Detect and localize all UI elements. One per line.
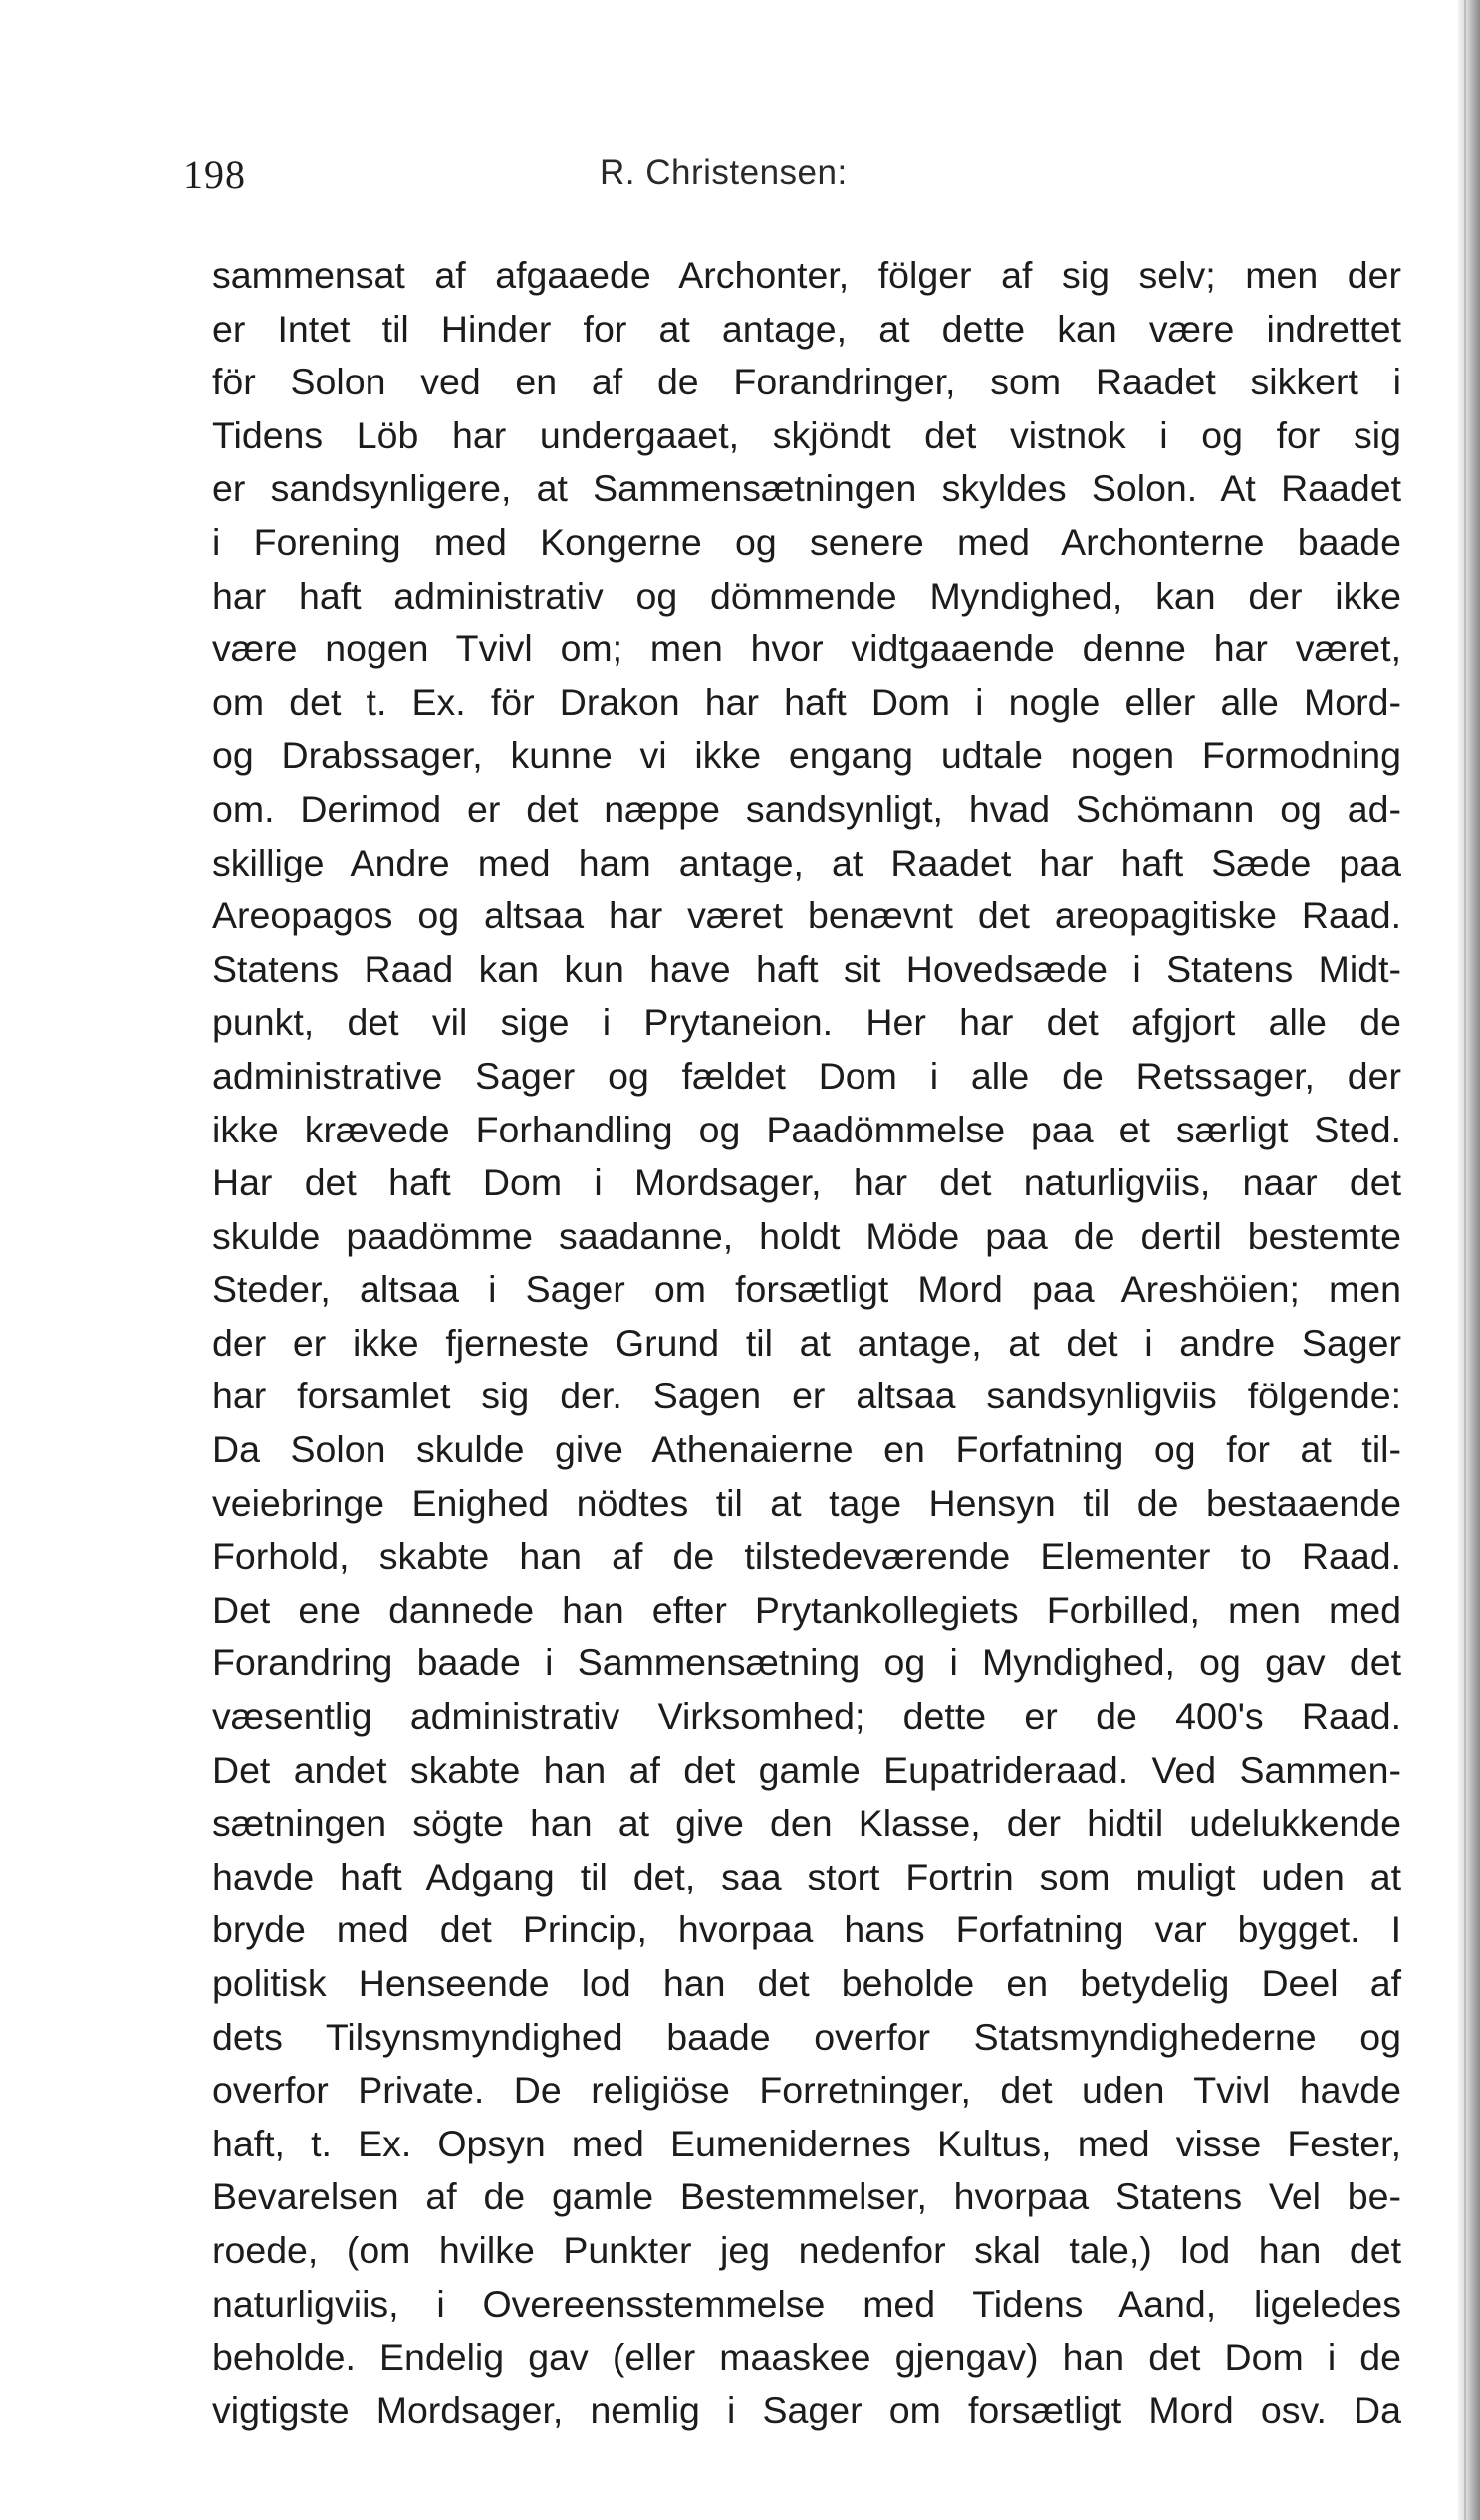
text-line: för Solon ved en af de Forandringer, som Raadet sikkert i bbox=[212, 361, 1401, 403]
text-line: Areopagos og altsaa har været benævnt det areopagitiske Raad. bbox=[212, 894, 1401, 937]
text-line: beholde. Endelig gav (eller maaskee gjengav) han det Dom i de bbox=[212, 2336, 1401, 2379]
text-line: sætningen sögte han at give den Klasse, der hidtil udelukkende bbox=[212, 1802, 1401, 1845]
text-line: Bevarelsen af de gamle Bestemmelser, hvorpaa Statens Vel be- bbox=[212, 2175, 1401, 2218]
text-line: har forsamlet sig der. Sagen er altsaa sandsynligviis fölgende: bbox=[212, 1375, 1401, 1417]
page-edge-line bbox=[1464, 0, 1466, 2520]
text-line: væsentlig administrativ Virksomhed; dette er de 400's Raad. bbox=[212, 1695, 1401, 1738]
page-edge-shadow bbox=[1458, 0, 1480, 2520]
text-line: haft, t. Ex. Opsyn med Eumenidernes Kultus, med visse Fester, bbox=[212, 2122, 1401, 2164]
text-line: om det t. Ex. för Drakon har haft Dom i nogle eller alle Mord- bbox=[212, 680, 1401, 723]
text-line: er Intet til Hinder for at antage, at dette kan være indrettet bbox=[212, 307, 1401, 350]
text-line: Det andet skabte han af det gamle Eupatrideraad. Ved Sammen- bbox=[212, 1748, 1401, 1791]
text-line: bryde med det Princip, hvorpaa hans Forfatning var bygget. I bbox=[212, 1908, 1401, 1951]
text-line: naturligviis, i Overeensstemmelse med Tidens Aand, ligeledes bbox=[212, 2282, 1401, 2325]
running-head bbox=[0, 147, 1480, 197]
text-line: Forhold, skabte han af de tilstedeværende Elementer to Raad. bbox=[212, 1535, 1401, 1578]
text-line: overfor Private. De religiöse Forretninger, det uden Tvivl havde bbox=[212, 2069, 1401, 2112]
text-line: dets Tilsynsmyndighed baade overfor Statsmyndighederne og bbox=[212, 2015, 1401, 2058]
text-line: har haft administrativ og dömmende Myndighed, kan der ikke bbox=[212, 574, 1401, 617]
text-line: administrative Sager og fældet Dom i alle de Retssager, der bbox=[212, 1054, 1401, 1097]
text-line: i Forening med Kongerne og senere med Archonterne baade bbox=[212, 520, 1401, 563]
text-line: og Drabssager, kunne vi ikke engang udtale nogen Formodning bbox=[212, 734, 1401, 777]
text-line: punkt, det vil sige i Prytaneion. Her har det afgjort alle de bbox=[212, 1001, 1401, 1044]
text-line: Steder, altsaa i Sager om forsætligt Mord paa Areshöien; men bbox=[212, 1268, 1401, 1311]
text-line: der er ikke fjerneste Grund til at antage, at det i andre Sager bbox=[212, 1321, 1401, 1364]
text-line: er sandsynligere, at Sammensætningen skyldes Solon. At Raadet bbox=[212, 467, 1401, 510]
text-line: Statens Raad kan kun have haft sit Hovedsæde i Statens Midt- bbox=[212, 947, 1401, 990]
text-line: Det ene dannede han efter Prytankollegiets Forbilled, men med bbox=[212, 1588, 1401, 1631]
text-line: Forandring baade i Sammensætning og i Myndighed, og gav det bbox=[212, 1641, 1401, 1684]
text-line: ikke krævede Forhandling og Paadömmelse paa et særligt Sted. bbox=[212, 1108, 1401, 1150]
text-line: om. Derimod er det næppe sandsynligt, hvad Schömann og ad- bbox=[212, 787, 1401, 830]
running-title: R. Christensen: bbox=[600, 153, 848, 192]
text-line: sammensat af afgaaede Archonter, fölger af sig selv; men der bbox=[212, 254, 1401, 296]
text-line: politisk Henseende lod han det beholde en betydelig Deel af bbox=[212, 1962, 1401, 2004]
text-line: Da Solon skulde give Athenaierne en Forfatning og for at til- bbox=[212, 1428, 1401, 1471]
text-line: skillige Andre med ham antage, at Raadet har haft Sæde paa bbox=[212, 841, 1401, 883]
body-text bbox=[212, 249, 1401, 2437]
text-line: skulde paadömme saadanne, holdt Möde paa de dertil bestemte bbox=[212, 1214, 1401, 1257]
text-line: være nogen Tvivl om; men hvor vidtgaaende denne har været, bbox=[212, 628, 1401, 670]
text-line: roede, (om hvilke Punkter jeg nedenfor skal tale,) lod han det bbox=[212, 2228, 1401, 2271]
text-line: havde haft Adgang til det, saa stort Fortrin som muligt uden at bbox=[212, 1855, 1401, 1897]
text-line: Har det haft Dom i Mordsager, har det naturligviis, naar det bbox=[212, 1161, 1401, 1204]
text-line: vigtigste Mordsager, nemlig i Sager om forsætligt Mord osv. Da bbox=[212, 2389, 1401, 2431]
page-number: 198 bbox=[183, 152, 246, 197]
text-line: veiebringe Enighed nödtes til at tage Hensyn til de bestaaende bbox=[212, 1481, 1401, 1524]
text-line: Tidens Löb har undergaaet, skjöndt det vistnok i og for sig bbox=[212, 413, 1401, 456]
